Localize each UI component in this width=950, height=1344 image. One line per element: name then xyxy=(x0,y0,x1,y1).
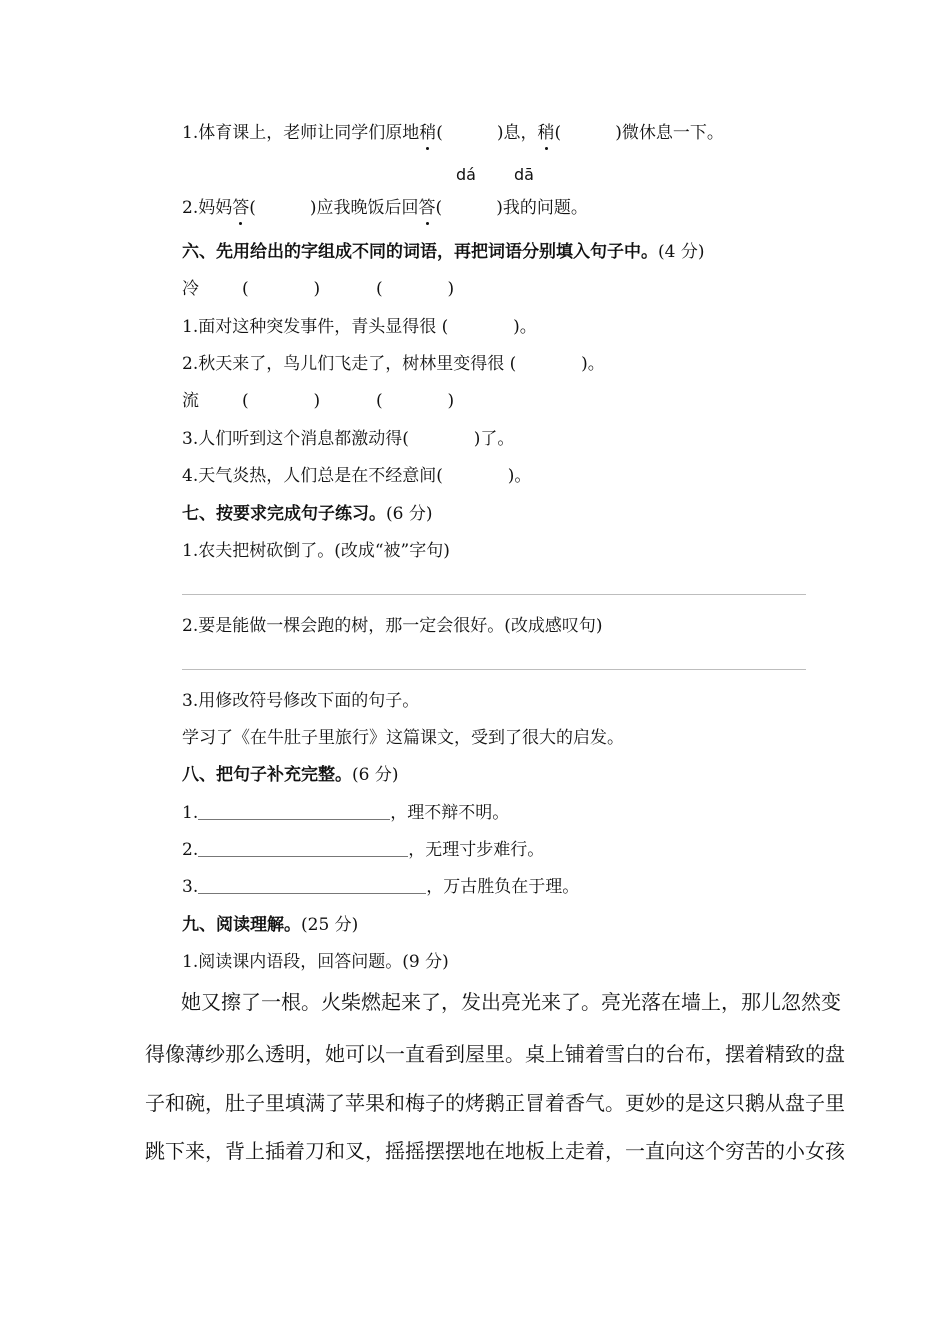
section7-question-2: 2.要是能做一棵会跑的树，那一定会很好。(改成感叹句) xyxy=(182,616,603,636)
section8-question-1 xyxy=(182,801,810,825)
q1-text-c: ( )微休息一下。 xyxy=(554,123,724,143)
section6-title: 六、先用给出的字组成不同的词语，再把词语分别填入句子中。 xyxy=(182,242,658,262)
section6-question-3: 3.人们听到这个消息都激动得( )了。 xyxy=(182,429,515,449)
passage-line-2: 得像薄纱那么透明，她可以一直看到屋里。桌上铺着雪白的台布，摆着精致的盘 xyxy=(145,1042,845,1066)
section8-question-3 xyxy=(182,875,810,899)
section7-score: (6 分) xyxy=(386,504,433,524)
q2-dotted-char-2: 答 xyxy=(418,198,436,218)
q2-text-a: 2.妈妈 xyxy=(182,198,233,218)
q8-1-number: 1. xyxy=(182,803,199,823)
paren-blank-1: ( ) xyxy=(242,279,321,299)
section8-heading xyxy=(182,763,810,787)
char-liu: 流 xyxy=(182,391,199,411)
fill-blank-2[interactable] xyxy=(198,838,408,857)
section7-title: 七、按要求完成句子练习。 xyxy=(182,504,386,524)
section5-question-2 xyxy=(182,196,810,220)
section6-question-1: 1.面对这种突发事件，青头显得很 ( )。 xyxy=(182,317,537,337)
section7-question-3: 3.用修改符号修改下面的句子。 xyxy=(182,691,420,711)
q1-dotted-char-1: 稍 xyxy=(419,123,437,143)
section6-heading xyxy=(182,240,810,264)
paren-blank-3: ( ) xyxy=(242,391,321,411)
q2-text-b: ( )应我晚饭后回 xyxy=(249,198,419,218)
word-row-liu xyxy=(182,389,810,413)
pinyin-da2: dá xyxy=(456,165,476,184)
section5-question-1 xyxy=(182,121,810,145)
q8-3-number: 3. xyxy=(182,877,199,897)
section8-title: 八、把句子补充完整。 xyxy=(182,765,352,785)
q1-text-a: 1.体育课上，老师让同学们原地 xyxy=(182,123,420,143)
q8-1-tail: ，理不辩不明。 xyxy=(390,803,510,823)
pinyin-da1: dā xyxy=(514,165,534,184)
section9-heading xyxy=(182,913,810,937)
q2-dotted-char-1: 答 xyxy=(232,198,250,218)
q1-dotted-char-2: 稍 xyxy=(537,123,555,143)
sentence-to-correct: 学习了《在牛肚子里旅行》这篇课文，受到了很大的启发。 xyxy=(182,728,624,748)
q1-text-b: ( )息， xyxy=(436,123,538,143)
word-row-leng xyxy=(182,277,810,301)
section8-question-2 xyxy=(182,838,810,862)
answer-line-2[interactable] xyxy=(182,669,806,670)
section7-heading xyxy=(182,502,810,526)
paren-blank-4: ( ) xyxy=(376,391,455,411)
section9-question-1: 1.阅读课内语段，回答问题。(9 分) xyxy=(182,952,449,972)
q8-3-tail: ，万古胜负在于理。 xyxy=(426,877,580,897)
paren-blank-2: ( ) xyxy=(376,279,455,299)
section6-question-2: 2.秋天来了，鸟儿们飞走了，树林里变得很 ( )。 xyxy=(182,354,605,374)
q8-2-number: 2. xyxy=(182,840,199,860)
section9-title: 九、阅读理解。 xyxy=(182,915,301,935)
passage-line-3: 子和碗，肚子里填满了苹果和梅子的烤鹅正冒着香气。更妙的是这只鹅从盘子里 xyxy=(145,1091,845,1115)
passage-line-1: 她又擦了一根。火柴燃起来了，发出亮光来了。亮光落在墙上，那儿忽然变 xyxy=(181,990,841,1014)
char-leng: 冷 xyxy=(182,279,199,299)
fill-blank-3[interactable] xyxy=(198,875,426,894)
fill-blank-1[interactable] xyxy=(198,801,390,820)
section8-score: (6 分) xyxy=(352,765,399,785)
q2-text-c: ( )我的问题。 xyxy=(435,198,588,218)
q8-2-tail: ，无理寸步难行。 xyxy=(408,840,545,860)
passage-line-4: 跳下来，背上插着刀和叉，摇摇摆摆地在地板上走着，一直向这个穷苦的小女孩 xyxy=(145,1139,845,1163)
section6-question-4: 4.天气炎热，人们总是在不经意间( )。 xyxy=(182,466,532,486)
section9-score: (25 分) xyxy=(301,915,359,935)
section7-question-1: 1.农夫把树砍倒了。(改成“被”字句) xyxy=(182,541,450,561)
answer-line-1[interactable] xyxy=(182,594,806,595)
section6-score: (4 分) xyxy=(658,242,705,262)
